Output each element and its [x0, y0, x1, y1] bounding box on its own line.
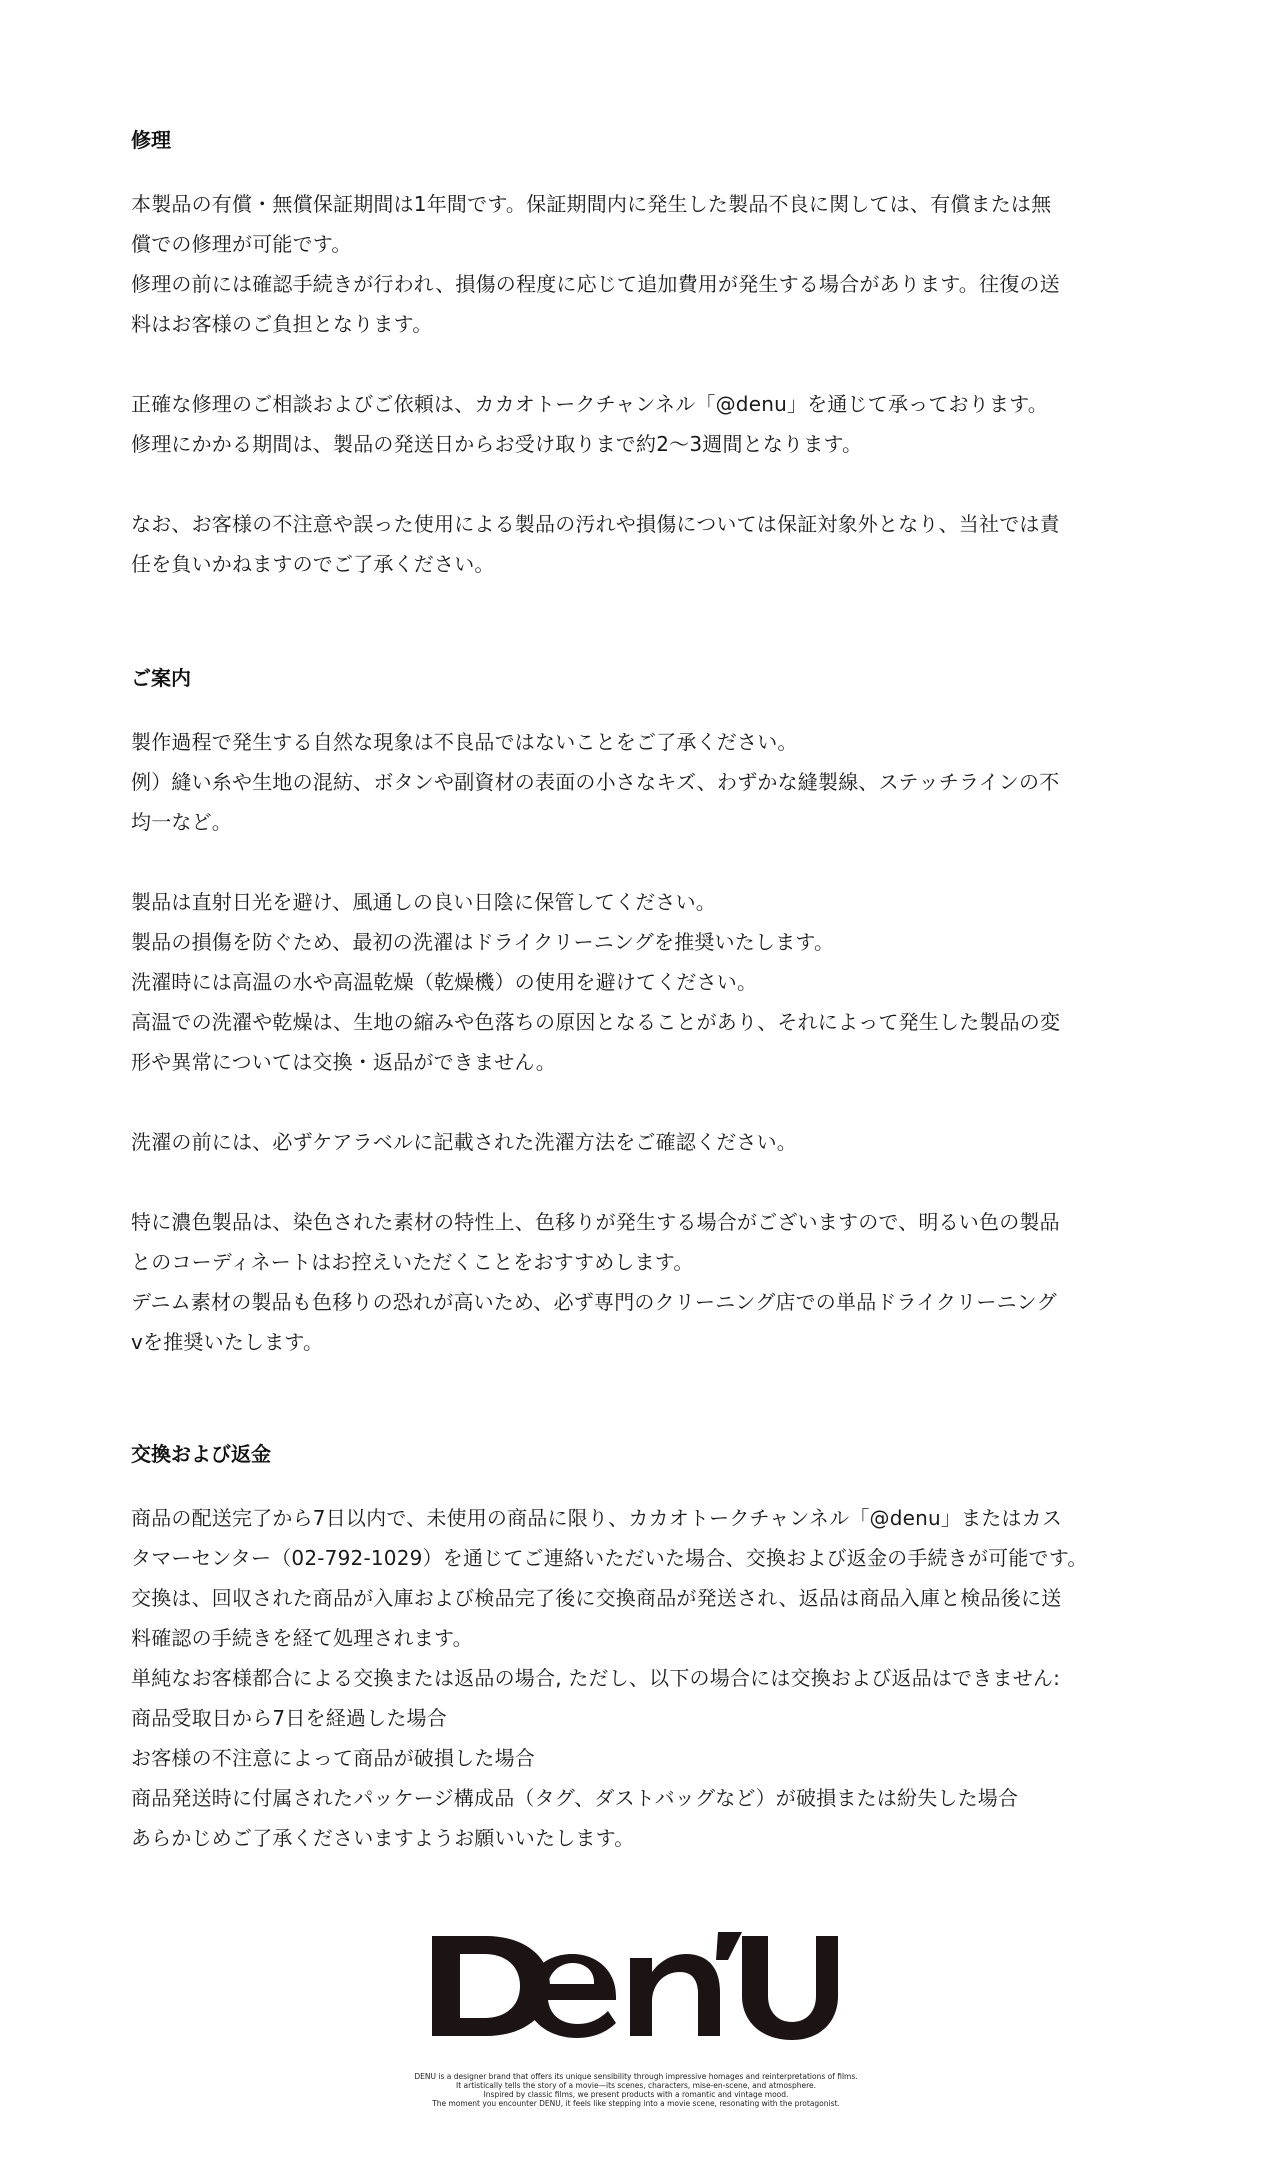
- guide-line: 形や異常については交換・返品ができません。: [131, 1050, 556, 1074]
- repair-line: 修理の前には確認手続きが行われ、損傷の程度に応じて追加費用が発生する場合があります。往復の送: [131, 272, 1060, 296]
- tagline-line: It artistically tells the story of a movie—its scenes, characters, mise-en-scene, and atmosphere.: [456, 2081, 816, 2090]
- tagline-line: Inspired by classic films, we present products with a romantic and vintage mood.: [483, 2090, 789, 2099]
- guide-line: vを推奨いたします。: [131, 1330, 324, 1354]
- exchange-title: 交換および返金: [131, 1442, 271, 1466]
- exchange-line: 料確認の手続きを経て処理されます。: [131, 1626, 473, 1650]
- repair-line: 正確な修理のご相談およびご依頼は、カカオトークチャンネル「@denu」を通じて承っております。: [131, 392, 1048, 416]
- repair-line: 償での修理が可能です。: [131, 232, 352, 256]
- repair-line: 料はお客様のご負担となります。: [131, 312, 433, 336]
- exchange-line: 商品発送時に付属されたパッケージ構成品（タグ、ダストバッグなど）が破損または紛失した場合: [131, 1786, 1019, 1810]
- exchange-section: [131, 1434, 1171, 1858]
- guide-line: 均一など。: [131, 810, 232, 834]
- guide-line: 洗濯の前には、必ずケアラベルに記載された洗濯方法をご確認ください。: [131, 1130, 797, 1154]
- exchange-line: 商品の配送完了から7日以内で、未使用の商品に限り、カカオトークチャンネル「@denu」またはカス: [131, 1506, 1063, 1530]
- repair-line: なお、お客様の不注意や誤った使用による製品の汚れや損傷については保証対象外となり、当社では責: [131, 512, 1060, 536]
- repair-section: [131, 120, 1171, 584]
- guide-line: 製品は直射日光を避け、風通しの良い日陰に保管してください。: [131, 890, 716, 914]
- guide-line: 製品の損傷を防ぐため、最初の洗濯はドライクリーニングを推奨いたします。: [131, 930, 835, 954]
- guide-title: ご案内: [131, 666, 191, 690]
- guide-line: 例）縫い糸や生地の混紡、ボタンや副資材の表面の小さなキズ、わずかな縫製線、ステッチラインの不: [131, 770, 1060, 794]
- repair-line: 本製品の有償・無償保証期間は1年間です。保証期間内に発生した製品不良に関しては、有償または無: [131, 192, 1052, 216]
- exchange-line: タマーセンター（02-792-1029）を通じてご連絡いただいた場合、交換および返金の手続きが可能です。: [131, 1546, 1088, 1570]
- guide-section: [131, 658, 1171, 1362]
- denu-logo: [426, 1930, 846, 2042]
- brand-tagline: [0, 2072, 1272, 2108]
- guide-line: 特に濃色製品は、染色された素材の特性上、色移りが発生する場合がございますので、明るい色の製品: [131, 1210, 1060, 1234]
- tagline-line: DENU is a designer brand that offers its unique sensibility through impressive homages and reinterpretations of films.: [414, 2072, 858, 2081]
- exchange-line: 交換は、回収された商品が入庫および検品完了後に交換商品が発送され、返品は商品入庫と検品後に送: [131, 1586, 1062, 1610]
- guide-line: 高温での洗濯や乾燥は、生地の縮みや色落ちの原因となることがあり、それによって発生した製品の変: [131, 1010, 1061, 1034]
- exchange-line: あらかじめご了承くださいますようお願いいたします。: [131, 1826, 635, 1850]
- repair-title: 修理: [131, 128, 171, 152]
- exchange-line: 単純なお客様都合による交換または返品の場合, ただし、以下の場合には交換および返品はできません:: [131, 1666, 1061, 1690]
- guide-line: 洗濯時には高温の水や高温乾燥（乾燥機）の使用を避けてください。: [131, 970, 758, 994]
- guide-line: デニム素材の製品も色移りの恐れが高いため、必ず専門のクリーニング店での単品ドライクリーニング: [131, 1290, 1057, 1314]
- tagline-line: The moment you encounter DENU, it feels like stepping into a movie scene, resonating with the protagonist.: [432, 2099, 840, 2108]
- guide-line: 製作過程で発生する自然な現象は不良品ではないことをご了承ください。: [131, 730, 798, 754]
- exchange-line: 商品受取日から7日を経過した場合: [131, 1706, 447, 1730]
- repair-line: 任を負いかねますのでご了承ください。: [131, 552, 495, 576]
- guide-line: とのコーディネートはお控えいただくことをおすすめします。: [131, 1250, 694, 1274]
- exchange-line: お客様の不注意によって商品が破損した場合: [131, 1746, 535, 1770]
- repair-line: 修理にかかる期間は、製品の発送日からお受け取りまで約2〜3週間となります。: [131, 432, 863, 456]
- brand-logo-wrap: [0, 1930, 1272, 2042]
